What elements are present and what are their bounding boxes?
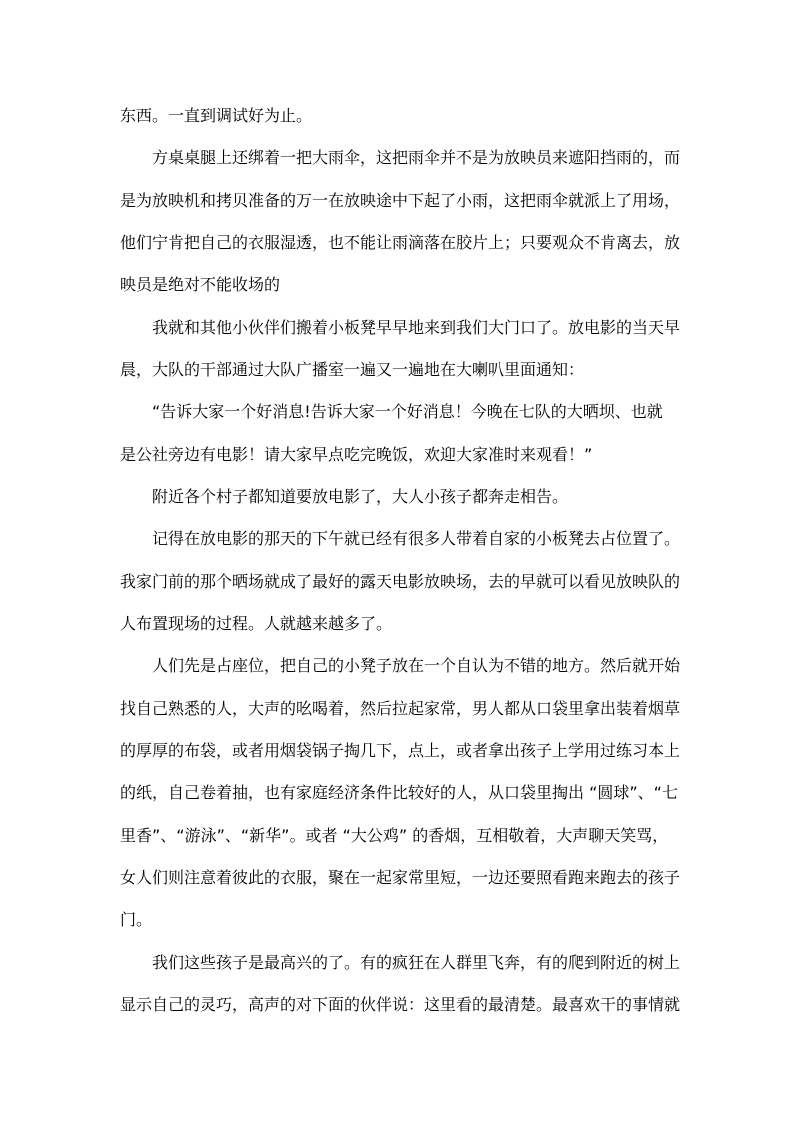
text-line: 人们先是占座位，把自己的小凳子放在一个自认为不错的地方。然后就开始 [152, 656, 681, 675]
text-line: 女人们则注意着彼此的衣服，聚在一起家常里短，一边还要照看跑来跑去的孩子 [120, 868, 681, 887]
text-line: 的纸，自己卷着抽，也有家庭经济条件比较好的人，从口袋里掏出 “圆球”、“七 [120, 783, 678, 802]
text-line: 找自己熟悉的人，大声的吆喝着，然后拉起家常，男人都从口袋里拿出装着烟草 [120, 699, 681, 718]
text-line: 人布置现场的过程。人就越来越多了。 [120, 614, 393, 633]
text-line: 我们这些孩子是最高兴的了。有的疯狂在人群里飞奔，有的爬到附近的树上 [152, 953, 681, 972]
text-line: 是公社旁边有电影！请大家早点吃完晚饭，欢迎大家准时来观看！” [120, 445, 593, 464]
text-line: 方桌桌腿上还绑着一把大雨伞，这把雨伞并不是为放映员来遮阳挡雨的，而 [152, 148, 681, 167]
text-line: 显示自己的灵巧，高声的对下面的伙伴说：这里看的最清楚。最喜欢干的事情就 [120, 995, 681, 1014]
text-line: 里香”、“游泳”、“新华”。或者 “大公鸡” 的香烟，互相敬着，大声聊天笑骂， [120, 826, 669, 845]
text-line: 是为放映机和拷贝准备的万一在放映途中下起了小雨，这把雨伞就派上了用场， [120, 191, 681, 210]
text-line: 门。 [120, 910, 153, 929]
text-line: 晨，大队的干部通过大队广播室一遍又一遍地在大喇叭里面通知： [120, 360, 585, 379]
text-line: 我家门前的那个晒场就成了最好的露天电影放映场，去的早就可以看见放映队的 [120, 572, 681, 591]
text-line: 记得在放电影的那天的下午就已经有很多人带着自家的小板凳去占位置了。 [152, 529, 681, 548]
text-line: 他们宁肯把自己的衣服湿透，也不能让雨滴落在胶片上；只要观众不肯离去，放 [120, 233, 681, 252]
text-line: “告诉大家一个好消息!告诉大家一个好消息！今晚在七队的大晒坝、也就 [152, 402, 663, 421]
text-line: 附近各个村子都知道要放电影了，大人小孩子都奔走相告。 [152, 487, 569, 506]
text-line: 映员是绝对不能收场的 [120, 275, 281, 294]
text-line: 的厚厚的布袋，或者用烟袋锅子掏几下，点上，或者拿出孩子上学用过练习本上 [120, 741, 681, 760]
text-line: 东西。一直到调试好为止。 [120, 106, 313, 125]
text-line: 我就和其他小伙伴们搬着小板凳早早地来到我们大门口了。放电影的当天早 [152, 318, 681, 337]
